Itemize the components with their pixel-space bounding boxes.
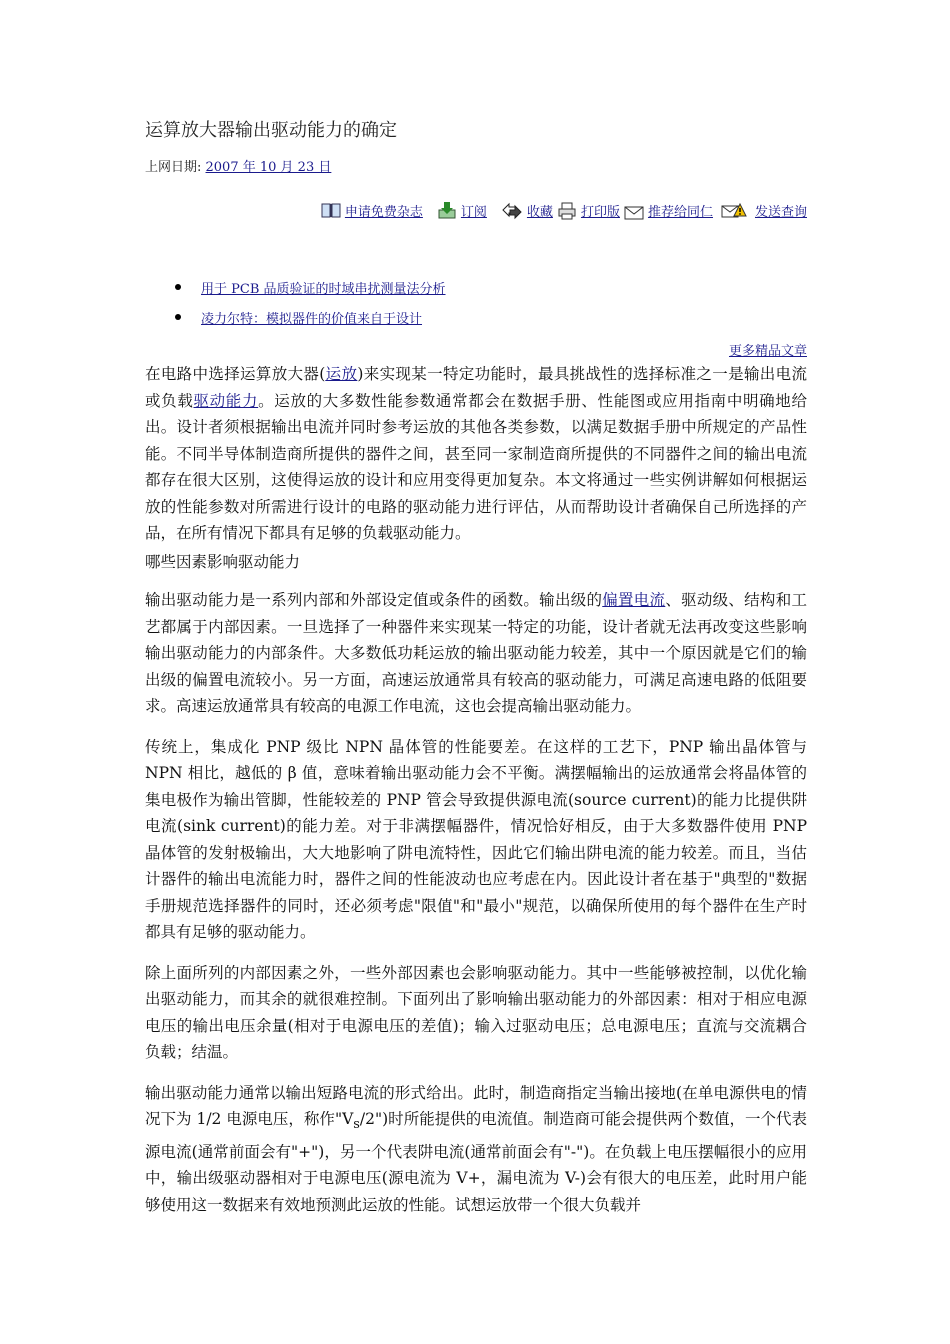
section-heading: 哪些因素影响驱动能力	[145, 552, 301, 571]
related-articles-list	[175, 272, 446, 332]
article-body	[145, 361, 807, 1232]
bullet-icon	[175, 284, 181, 290]
keyword-link[interactable]: 驱动能力	[193, 391, 259, 410]
subscribe-magazine-link[interactable]: 申请免费杂志	[344, 205, 423, 220]
more-articles	[729, 340, 807, 359]
text-span: /2")时所能提供的电流值。制造商可能会提供两个数值，一个代表源电流(通常前面会有"+")，另一个代表阱电流(通常前面会有"-")。在负载上电压摆幅很小的应用中，输出级驱动器相对于电源电压(源电流为 V+，漏电流为 V-)会有很大的电压差，此时用户能够使用这一数据来有效地预测此运放的性能。试想运放带一个很大负载并	[145, 1110, 808, 1214]
paragraph: 除上面所列的内部因素之外，一些外部因素也会影响驱动能力。其中一些能够被控制，以优化输出驱动能力，而其余的就很难控制。下面列出了影响输出驱动能力的外部因素：相对于相应电源电压的输出电压余量(相对于电源电压的差值)；输入过驱动电压；总电源电压；直流与交流耦合负载；结温。	[145, 963, 807, 1061]
related-article-link[interactable]: 用于 PCB 品质验证的时域串扰测量法分析	[201, 281, 446, 297]
print-link[interactable]: 打印版	[580, 205, 620, 220]
keyword-link[interactable]: 偏置电流	[602, 591, 666, 609]
related-article-link[interactable]: 凌力尔特：模拟器件的价值来自于设计	[201, 311, 423, 327]
text-span: 输出驱动能力是一系列内部和外部设定值或条件的函数。输出级的	[145, 591, 603, 609]
printer-icon	[557, 202, 577, 220]
download-icon	[437, 200, 457, 220]
favorite-link[interactable]: 收藏	[526, 205, 553, 220]
publish-date-line	[145, 156, 331, 175]
tool-favorite[interactable]	[501, 201, 553, 220]
article-toolbar	[321, 200, 807, 220]
paragraph	[145, 361, 807, 547]
text-span: 、驱动级、结构和工艺都属于内部因素。一旦选择了一种器件来实现某一特定的功能，设计者就无法再改变这些影响输出驱动能力的内部条件。大多数低功耗运放的输出驱动能力较差，其中一个原因就是它们的输出级的偏置电流较小。另一方面，高速运放通常具有较高的驱动能力，可满足高速电路的低阻要求。高速运放通常具有较高的电源工作电流，这也会提高输出驱动能力。	[145, 591, 807, 715]
tool-subscribe-magazine[interactable]	[321, 201, 423, 220]
warning-envelope-icon	[721, 202, 747, 220]
paragraph	[145, 587, 807, 720]
keyword-link[interactable]: 运放	[325, 365, 358, 383]
date-link[interactable]: 2007 年 10 月 23 日	[205, 160, 332, 175]
envelope-icon	[624, 206, 644, 220]
text-span: 输出驱动能力通常以输出短路电流的形式给出。此时，制造商指定当输出接地(在单电源供电的情况下为 1/2 电源电压，称作"V	[145, 1083, 807, 1128]
more-articles-link[interactable]: 更多精品文章	[728, 344, 807, 359]
article-title: 运算放大器输出驱动能力的确定	[145, 120, 397, 141]
list-item	[175, 302, 446, 332]
book-icon	[321, 202, 341, 220]
tool-recommend[interactable]	[624, 201, 713, 220]
text-span: 在电路中选择运算放大器(	[145, 365, 326, 383]
send-query-link[interactable]: 发送查询	[754, 205, 807, 220]
text-span: 。运放的大多数性能参数通常都会在数据手册、性能图或应用指南中明确地给出。设计者须根据输出电流并同时参考运放的其他各类参数，以满足数据手册中所规定的产品性能。不同半导体制造商所提供的器件之间，甚至同一家制造商所提供的不同器件之间的输出电流都存在很大区别，这使得运放的设计和应用变得更加复杂。本文将通过一些实例讲解如何根据运放的性能参数对所需进行设计的电路的驱动能力进行评估，从而帮助设计者确保自己所选择的产品，在所有情况下都具有足够的负载驱动能力。	[145, 391, 807, 542]
subscript: s	[353, 1117, 360, 1133]
paragraph	[145, 1080, 807, 1219]
bullet-icon	[175, 314, 181, 320]
tool-send-query[interactable]	[721, 201, 807, 220]
tool-subscribe[interactable]	[437, 200, 487, 220]
list-item	[175, 272, 446, 302]
paragraph: 传统上，集成化 PNP 级比 NPN 晶体管的性能要差。在这样的工艺下，PNP 输出晶体管与 NPN 相比，越低的 β 值，意味着输出驱动能力会不平衡。满摆幅输出的运放通常会将晶体管的集电极作为输出管脚，性能较差的 PNP 管会导致提供源电流(source current)的能力比提供阱电流(sink current)的能力差。对于非满摆幅器件，情况恰好相反，由于大多数器件使用 PNP 晶体管的发射极输出，大大地影响了阱电流特性，因此它们输出阱电流的能力较差。而且，当估计器件的输出电流能力时，器件之间的性能波动也应考虑在内。因此设计者在基于"典型的"数据手册规范选择器件的同时，还必须考虑"限值"和"最小"规范，以确保所使用的每个器件在生产时都具有足够的驱动能力。	[145, 737, 807, 941]
date-label: 上网日期:	[145, 160, 206, 175]
recommend-link[interactable]: 推荐给同仁	[647, 205, 713, 220]
subscribe-link[interactable]: 订阅	[460, 205, 487, 220]
text-span: )来实现某一特定功能时，最具挑战性的选择标准之一是输出电流或负载	[145, 365, 807, 410]
tool-print[interactable]	[557, 201, 620, 220]
arrows-icon	[501, 202, 523, 220]
